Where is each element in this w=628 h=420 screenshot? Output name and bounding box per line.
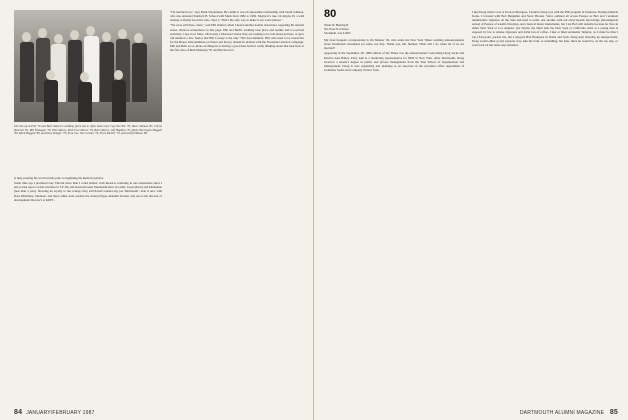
right-column-1	[324, 38, 464, 406]
left-column-1	[14, 176, 162, 406]
right-page	[314, 0, 628, 420]
right-column-2	[472, 10, 618, 406]
page-number: 84	[14, 409, 23, 416]
paragraph: My most frequent correspondent is On Skinner '29, who sends me New York Times wedding announcements about Dartmouth classmates (at some, not his). Thank you, Mr. Skinner. What will I do when all of us are married?	[324, 38, 464, 51]
right-folio	[520, 409, 618, 416]
page-number: 85	[609, 409, 618, 416]
left-folio	[14, 409, 95, 416]
issue-date: JANUARY/FEBRUARY 1987	[26, 410, 95, 416]
paragraph: Appearing in the September 28, 1986 edition of the Times was the announcement concerning Doug Sacks and Patricia Ann Bailey. Patty Ann is a marketing representative for IBM in New York. After Dartmouth, Doug received a master's degree in public and private management from the Yale School of Organization and Management. Doug is now organizing and planning as an associate in the securities office department of Goldman, Sachs and Company in New York.	[324, 51, 464, 72]
paragraph: "We were still there, done," said Phil Odence when I heard another double obseriance regarding his marital status. Observe somewhere on this page. Phil and Beth's wedding took place and neither and is received Gelerally. Cape God. Mass. Obviously a Morstead visitor they are waiting to be told about pictures, so give 'em mention a few. Notice that Bill Cooney is the only '79er best disturber. Bill, who used to be researcher for the House Subcommittee on Water and Power, should be planted with the November election campaign. Phil and Beth are so kicks on things he is having a good time but he's really thinking about that heal back at the first date of Beth Mahoney '81 and Bob Kovacs.	[170, 23, 304, 53]
class-year-heading: 80	[324, 8, 337, 20]
class-secretary-address: Wade W. Herring II 521 East 51st Street Savannah, GA 31405	[324, 23, 351, 35]
paragraph: "I'm married now," says Mark Snyderman. He claims it was an unpossible relationship with Sarah Johnson, who also attended Stanford B. School with Mark from 1982 to 1982. Maybe it's true. Or maybe it's a wild attempt to finally boost his ratio. Says I, "That's the only way to make it our worst photos."	[170, 10, 304, 23]
magazine-title: DARTMOUTH ALUMNI MAGAZINE	[519, 410, 605, 416]
wedding-group-photo	[14, 10, 162, 122]
paragraph: Some time ago I promised Guy Vincent more than I could deliver. Josh Rosen is returning in one somewhere since I am at least report on his activities in S.F. He and Karen Kroeker Nussbaum have two kids, Jason (three) and Madeleine (less than a year). Showing no loyalty to the college, they still haven't named any pet 'Dartmouth.' Josh is now with Ross Phillsbury, Madison, and Sutro while Josh. teaches the classical hypo-thalamic Racket, and one is the director of development director's at KDFC.	[14, 181, 162, 202]
paragraph: is busy plotting his world travels prior to beginning his medical practice.	[14, 176, 104, 180]
photo-caption: The line up at Phil '79 and Beth Odence's wedding (from left to right, back row): Guy Van Wie '79, Dave Gillman '81, Cheryl Rosevelt '81, Bill Flanagan '79, Phil Odence, Beth Fox Odence '79, Beth Odence, Jeff Hopkins '79, Diane Burroughs Hoggatt '80, Mark Hoggatt '80, and Dave Klinger '79; front row, Jim Corsaro '79, Norm Richter '79, and Geoff Eddison '80.	[14, 125, 162, 136]
paragraph: I met Doug when I was at UGA in Bourgeee. I believe Doug was with the PSP program in Toulouse. During midterm break, I traveled with Bob Benjamin and Steve Brooks. Steve outlined all across Europe so Bob and I endured innumerable vignettes on the train and tried to outdo one another with our encyclopedic knowledge (mostempirda series) of Europe of wealth, lifestyles, and classical music instruments, but I bet Bob still remains because he lives in either New York or Los Angeles. (Or maybe my mind tells me New York or California artist at a young man is exposed by law to smoke cigarettes and drink lots of coffee. I met at Intercontinental Templar, as it must be time I ran.) Everyone, pardon me, but I enjoyed Bob Bourgeee in Rome and back. Doug kept showing up unexpectedly. Doug would either go his separate way, take the train, or something, but later, there he would be, on the top step, or even back on the same step somehow.	[472, 10, 618, 47]
left-column-2	[170, 10, 304, 406]
